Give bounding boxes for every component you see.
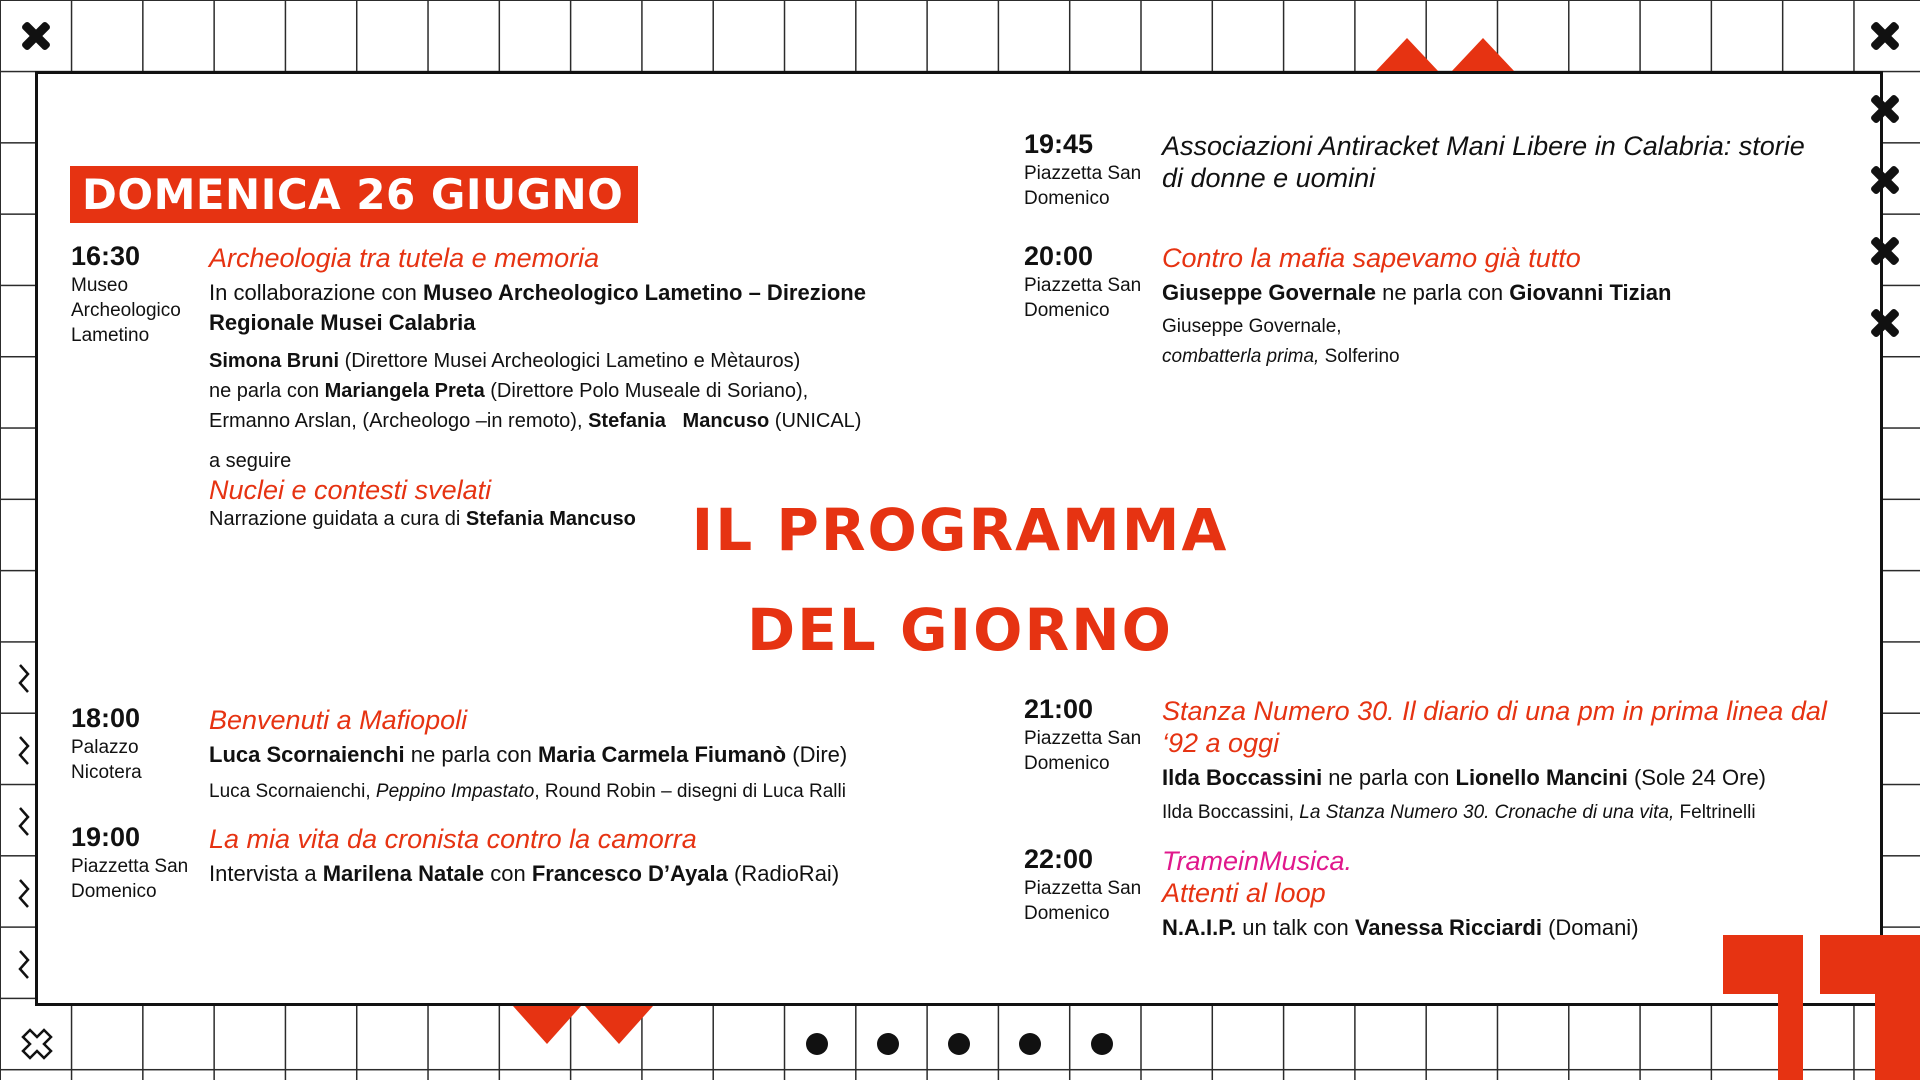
event-place: Piazzetta San Domenico <box>71 856 189 902</box>
event-title: Contro la mafia sapevamo già tutto <box>1162 243 1581 273</box>
talk-with: un talk con <box>1236 915 1355 940</box>
event-place: Piazzetta San Domenico <box>1024 878 1142 924</box>
event-title-2: Nuclei e contesti svelati <box>209 475 492 505</box>
speaker-name: Stefania Mancuso <box>588 410 770 432</box>
book-publisher: Feltrinelli <box>1674 802 1756 823</box>
guest-name: Maria Carmela Fiumanò <box>537 742 787 767</box>
event-title: TrameinMusica. <box>1162 846 1353 876</box>
event-time: 16:30 <box>71 241 141 271</box>
event-2000 <box>1024 241 1844 381</box>
event-1945 <box>1024 129 1844 219</box>
event-1630 <box>71 241 871 541</box>
event-subtitle: Attenti al loop <box>1162 878 1326 908</box>
event-time: 19:00 <box>71 822 141 852</box>
event-1900 <box>71 822 871 912</box>
guest-org: (RadioRai) <box>727 861 840 886</box>
headline-line-1: IL PROGRAMMA <box>691 496 1229 564</box>
event-time: 19:45 <box>1024 129 1094 159</box>
event-title: Stanza Numero 30. Il diario di una pm in prima linea dal ‘92 a oggi <box>1162 696 1827 758</box>
book-title: La Stanza Numero 30. Cronache di una vita, <box>1299 802 1675 823</box>
event-body <box>209 822 889 889</box>
book-author: Luca Scornaienchi, <box>209 781 376 802</box>
event-time: 18:00 <box>71 703 141 733</box>
event-title: Archeologia tra tutela e memoria <box>209 243 600 273</box>
event-speakers <box>209 859 889 889</box>
talks-with: ne parla con <box>1322 765 1456 790</box>
book-publisher: Solferino <box>1319 346 1400 367</box>
speaker-role: (Direttore Polo Museale di Soriano), <box>484 380 809 402</box>
book-author: Ilda Boccassini, <box>1162 802 1300 823</box>
speaker-name: Luca Scornaienchi <box>209 742 405 767</box>
follow-label: a seguire <box>209 450 292 472</box>
speaker-text: Ermanno Arslan, (Archeologo –in remoto), <box>209 410 589 432</box>
dot-icon <box>877 1033 899 1055</box>
talks-with: ne parla con <box>404 742 538 767</box>
guided-tour <box>209 506 889 532</box>
event-time: 20:00 <box>1024 241 1094 271</box>
day-banner: DOMENICA 26 GIUGNO <box>70 166 638 223</box>
speaker-name: Giuseppe Governale <box>1162 280 1376 305</box>
dot-icon <box>948 1033 970 1055</box>
event-place: Piazzetta San Domenico <box>1024 728 1142 774</box>
event-place: Piazzetta San Domenico <box>1024 163 1142 209</box>
event-title: Benvenuti a Mafiopoli <box>209 705 468 735</box>
event-1800 <box>71 703 871 813</box>
event-body <box>1162 241 1822 372</box>
guest-org: (Domani) <box>1541 915 1639 940</box>
red-triangles-top <box>1375 38 1515 72</box>
speaker-name: Marilena Natale <box>322 861 485 886</box>
speaker-role: (Direttore Musei Archeologici Lametino e Mètauros) <box>339 350 801 372</box>
cross-icon <box>1870 236 1900 266</box>
talks-with: ne parla con <box>1375 280 1510 305</box>
guided-name: Stefania Mancuso <box>465 508 636 530</box>
dot-icon <box>1091 1033 1113 1055</box>
guest-name: Vanessa Ricciardi <box>1354 915 1542 940</box>
event-book <box>209 778 889 805</box>
cross-icon <box>21 21 51 51</box>
event-body <box>1162 844 1822 943</box>
event-book <box>1162 799 1842 826</box>
event-title: La mia vita da cronista contro la camorra <box>209 824 697 854</box>
event-body <box>209 241 889 532</box>
collab-prefix: In collaborazione con <box>209 280 424 305</box>
event-body <box>1162 129 1822 194</box>
guided-prefix: Narrazione guidata a cura di <box>209 508 466 530</box>
event-place: Museo Archeologico Lametino <box>71 275 181 346</box>
cross-icon <box>1870 21 1900 51</box>
speaker-name: Mariangela Preta <box>324 380 485 402</box>
cross-icon <box>1870 94 1900 124</box>
speaker-name: Ilda Boccassini <box>1162 765 1323 790</box>
guest-org: (Sole 24 Ore) <box>1627 765 1767 790</box>
event-2100 <box>1024 694 1844 844</box>
guest-org: (Dire) <box>786 742 848 767</box>
guest-name: Francesco D’Ayala <box>531 861 728 886</box>
speaker-name: Simona Bruni <box>209 350 340 372</box>
event-place: Piazzetta San Domenico <box>1024 275 1142 321</box>
book-title: combatterla prima, <box>1162 346 1320 367</box>
book-title: Peppino Impastato <box>375 781 535 802</box>
event-body <box>1162 694 1842 826</box>
event-speakers <box>209 740 889 770</box>
headline-line-2: DEL GIORNO <box>747 596 1173 664</box>
speaker-line-1 <box>209 346 889 376</box>
cross-icon <box>1870 165 1900 195</box>
cross-icon <box>1870 308 1900 338</box>
with-label: con <box>484 861 532 886</box>
zigzag-icon <box>14 660 36 1000</box>
event-collaboration <box>209 278 869 338</box>
guest-name: Giovanni Tizian <box>1509 280 1672 305</box>
dot-icon <box>1019 1033 1041 1055</box>
event-book <box>1162 312 1822 372</box>
guest-name: Lionello Mancini <box>1455 765 1628 790</box>
speaker-name: N.A.I.P. <box>1162 915 1237 940</box>
edition-number-logo <box>1723 935 1920 1080</box>
interview-prefix: Intervista a <box>209 861 323 886</box>
talks-with: ne parla con <box>209 380 325 402</box>
event-title: Associazioni Antiracket Mani Libere in Calabria: storie di donne e uomini <box>1162 131 1805 193</box>
speaker-role: (UNICAL) <box>769 410 862 432</box>
dot-icon <box>806 1033 828 1055</box>
speaker-line-3 <box>209 406 889 436</box>
event-2200 <box>1024 844 1844 954</box>
event-speakers <box>1162 278 1822 308</box>
event-place: Palazzo Nicotera <box>71 737 142 783</box>
event-time: 22:00 <box>1024 844 1094 874</box>
book-line <box>1162 342 1822 372</box>
book-publisher: , Round Robin – disegni di Luca Ralli <box>534 781 846 802</box>
event-speakers <box>1162 763 1842 793</box>
event-time: 21:00 <box>1024 694 1094 724</box>
red-triangles-bottom <box>513 1006 653 1044</box>
outline-cross-icon <box>20 1027 54 1061</box>
speaker-line-2 <box>209 376 889 406</box>
event-speakers <box>209 346 889 436</box>
event-body <box>209 703 889 805</box>
collab-partner: Museo Archeologico Lametino – Direzione Regionale Musei Calabria <box>209 280 866 335</box>
book-author: Giuseppe Governale, <box>1162 316 1342 337</box>
